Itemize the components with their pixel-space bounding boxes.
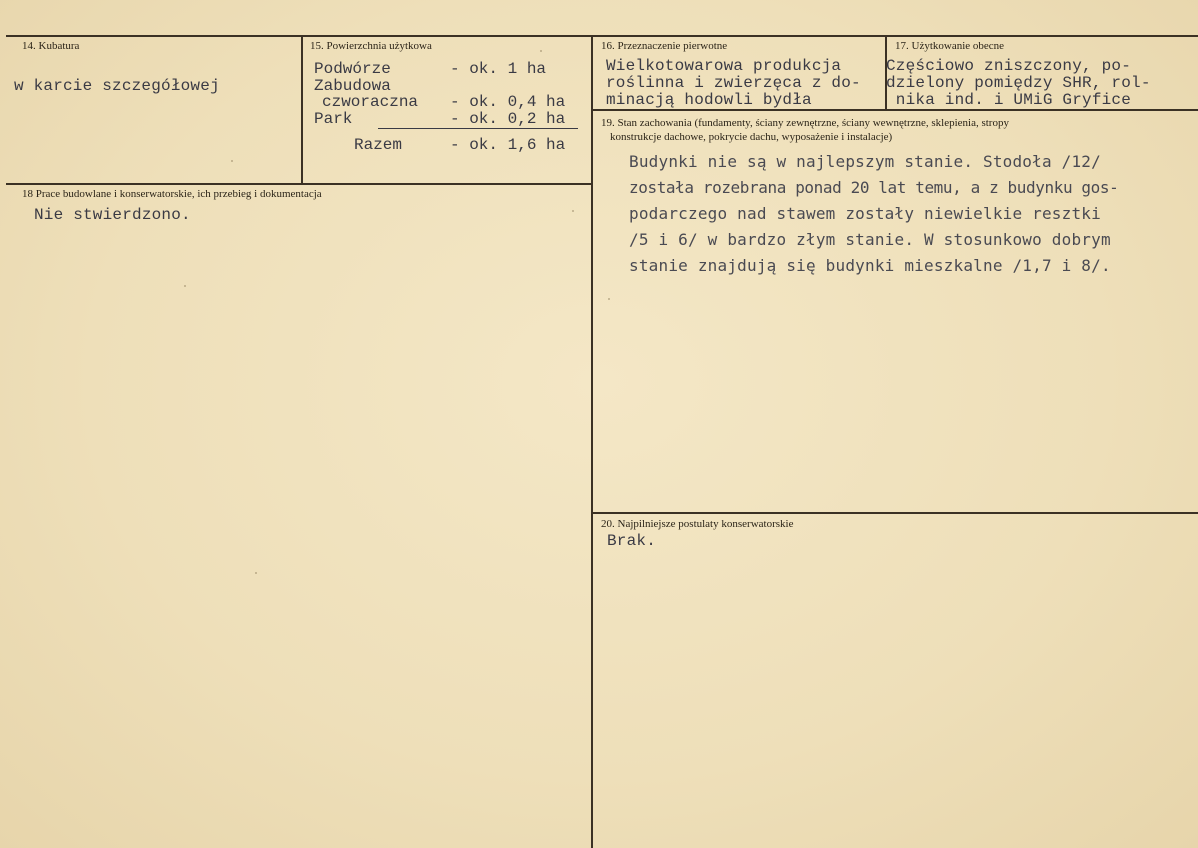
area-total-value: - ok. 1,6 ha xyxy=(450,136,566,154)
field-16-line: roślinna i zwierzęca z do- xyxy=(606,74,861,92)
field-16-line: Wielkotowarowa produkcja xyxy=(606,57,842,75)
field-19-line: Budynki nie są w najlepszym stanie. Stodoła /12/ xyxy=(629,152,1101,171)
field-19-label-line1: 19. Stan zachowania (fundamenty, ściany zewnętrzne, ściany wewnętrzne, sklepienia, stropy xyxy=(601,117,1009,129)
rule-under-14-15 xyxy=(6,183,592,185)
field-19-label-line2: konstrukcje dachowe, pokrycie dachu, wyposażenie i instalacje) xyxy=(610,131,893,143)
field-14-value: w karcie szczegółowej xyxy=(14,77,220,95)
field-19-line: /5 i 6/ w bardzo złym stanie. W stosunkowo dobrym xyxy=(629,230,1111,249)
area-name: czworaczna xyxy=(322,93,419,111)
area-row xyxy=(314,60,584,78)
area-row xyxy=(314,110,584,128)
field-17-label: 17. Użytkowanie obecne xyxy=(895,40,1005,52)
paper-speck xyxy=(540,50,542,52)
paper-speck xyxy=(255,572,257,574)
field-19-line: została rozebrana ponad 20 lat temu, a z budynku gos- xyxy=(629,178,1119,197)
area-row-total xyxy=(314,136,584,154)
field-17-line: Częściowo zniszczony, po- xyxy=(886,57,1132,75)
field-18-label: 18 Prace budowlane i konserwatorskie, ich przebieg i dokumentacja xyxy=(22,188,322,200)
area-name: Zabudowa xyxy=(314,77,391,95)
field-20-value: Brak. xyxy=(607,532,657,550)
rule-under-16-17 xyxy=(593,109,1198,111)
paper-speck xyxy=(184,285,186,287)
paper-speck xyxy=(608,298,610,300)
field-19-line: podarczego nad stawem zostały niewielkie resztki xyxy=(629,204,1101,223)
field-18-value: Nie stwierdzono. xyxy=(34,206,191,224)
area-name: Park xyxy=(314,110,353,128)
field-17-line: nika ind. i UMiG Gryfice xyxy=(886,91,1132,109)
area-total-name: Razem xyxy=(354,136,403,154)
top-rule xyxy=(6,35,1198,37)
field-16-line: minacją hodowli bydła xyxy=(606,91,812,109)
area-value: - ok. 0,4 ha xyxy=(450,93,566,111)
sum-underline xyxy=(378,128,578,129)
paper-speck xyxy=(231,160,233,162)
area-value: - ok. 0,2 ha xyxy=(450,110,566,128)
field-14-label: 14. Kubatura xyxy=(22,40,80,52)
area-name: Podwórze xyxy=(314,60,391,78)
field-17-line: dzielony pomiędzy SHR, rol- xyxy=(886,74,1151,92)
field-20-label: 20. Najpilniejsze postulaty konserwatorskie xyxy=(601,518,794,530)
paper-speck xyxy=(572,210,574,212)
rule-above-20 xyxy=(593,512,1198,514)
divider-main-vertical xyxy=(591,37,593,848)
field-15-label: 15. Powierzchnia użytkowa xyxy=(310,40,432,52)
field-16-label: 16. Przeznaczenie pierwotne xyxy=(601,40,728,52)
area-value: - ok. 1 ha xyxy=(450,60,547,78)
field-19-line: stanie znajdują się budynki mieszkalne /1,7 i 8/. xyxy=(629,256,1111,275)
divider-14-15 xyxy=(301,37,303,183)
area-row xyxy=(314,93,584,111)
